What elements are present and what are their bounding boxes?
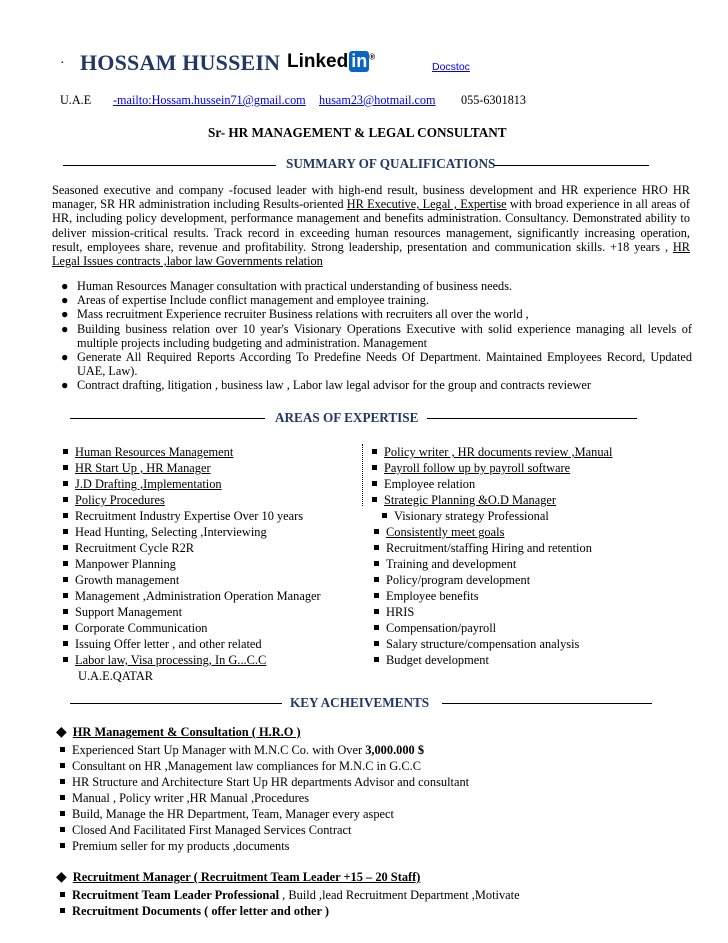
square-bullet-icon [372,497,377,502]
list-item [60,774,469,790]
square-bullet-icon [372,449,377,454]
list-item-text: Employee relation [384,477,476,491]
column-divider [362,444,363,506]
list-item [52,307,692,321]
expertise-heading: AREAS OF EXPERTISE [275,410,419,425]
square-bullet-icon [60,908,65,913]
list-item [372,476,613,492]
list-item-text: Closed And Facilitated First Managed Services Contract [72,823,352,837]
achievements-heading: KEY ACHEIVEMENTS [290,695,430,710]
diamond-bullet-icon: ◆ [56,870,67,885]
square-bullet-icon [60,747,65,752]
summary-highlight: HR Legal Issues contracts ,labor law Governments relation [52,239,690,269]
list-item-text: , Build ,lead Recruitment Department ,Motivate [279,888,520,902]
list-item [52,293,692,307]
achievement-list [60,742,469,854]
square-bullet-icon [63,481,68,486]
square-bullet-icon [60,763,65,768]
list-item [60,742,469,758]
list-item [63,572,321,588]
list-item-text: Consistently meet goals [386,525,505,539]
list-item-text: Manual , Policy writer ,HR Manual ,Procedures [72,791,310,805]
square-bullet-icon [60,795,65,800]
expertise-left-list [63,444,321,684]
square-bullet-icon [60,892,65,897]
list-item [60,903,520,919]
square-bullet-icon [63,657,68,662]
list-item-text: Management ,Administration Operation Manager [75,589,321,603]
linkedin-in-badge: in [351,51,368,71]
bullet-icon: ● [61,307,69,322]
list-item-text: Generate All Required Reports According To Predefine Needs Of Department. Maintained Employees Record, Updated UAE, Law). [77,350,692,379]
divider-line [63,165,276,166]
square-bullet-icon [63,513,68,518]
list-item-text: Recruitment Cycle R2R [75,541,195,555]
list-item [63,620,321,636]
square-bullet-icon [63,609,68,614]
summary-highlight: HR Executive, Legal , Expertise [346,197,507,212]
bullet-icon: ● [61,279,69,293]
list-item-value: 3,000.000 $ [365,743,425,757]
list-item [63,524,321,540]
square-bullet-icon [372,465,377,470]
list-item [63,492,321,508]
linkedin-logo[interactable] [287,51,375,73]
list-item [372,604,613,620]
candidate-name: HOSSAM HUSSEIN [80,50,281,75]
expertise-right-list [372,444,613,668]
list-item-text: Consultant on HR ,Management law compliances for M.N.C in G.C.C [72,759,421,773]
list-item-text: Recruitment/staffing Hiring and retention [386,541,592,555]
square-bullet-icon [63,641,68,646]
list-item [52,350,692,378]
summary-bullet-list [52,279,692,393]
square-bullet-icon [374,577,379,582]
divider-line [427,418,637,419]
square-bullet-icon [374,593,379,598]
square-bullet-icon [63,545,68,550]
divider-line [70,418,265,419]
linkedin-wordmark: Linked [287,51,349,72]
list-item-text: Corporate Communication [75,621,208,635]
list-item-text: Compensation/payroll [386,621,497,635]
list-item-text: Human Resources Manager consultation with practical understanding of business needs. [77,279,513,293]
list-item [372,508,613,524]
list-item-text: Policy Procedures [75,493,165,507]
list-item-text: U.A.E.QATAR [78,669,154,683]
list-item-text: Issuing Offer letter , and other related [75,637,262,651]
list-item [63,556,321,572]
mailto-link[interactable]: -mailto:Hossam.hussein71@gmail.com [113,93,306,107]
square-bullet-icon [374,529,379,534]
list-item [52,322,692,350]
list-item-text: Salary structure/compensation analysis [386,637,580,651]
bullet-icon: ● [61,350,69,365]
list-item-text: HRIS [386,605,415,619]
square-bullet-icon [382,513,387,518]
list-item-text: Labor law, Visa processing, In G...C.C [75,653,267,667]
list-item-text: Payroll follow up by payroll software [384,461,571,475]
divider-line [442,703,652,704]
square-bullet-icon [374,625,379,630]
list-item-text: HR Start Up , HR Manager [75,461,211,475]
list-item-text: Premium seller for my products ,documents [72,839,290,853]
list-item [63,636,321,652]
list-item [372,540,613,556]
list-item [60,806,469,822]
bullet-icon: ● [61,378,69,393]
list-item [63,460,321,476]
summary-text: with broad experience in all areas of HR, including policy development, performance management and benefits administration. Consultancy. Demonstrated ability to deliver mission-critical results. Track record in exceeding human resources management, significantly increasing operation, result, employees share, revenue and profitability. Strong leadership, presentation and communication skills. +18 years , [52,197,690,254]
list-item [372,620,613,636]
list-item-text: Training and development [386,557,517,571]
list-item-text: HR Structure and Architecture Start Up HR departments Advisor and consultant [72,775,470,789]
square-bullet-icon [63,465,68,470]
list-item-text: Policy/program development [386,573,531,587]
square-bullet-icon [60,811,65,816]
list-item [372,588,613,604]
square-bullet-icon [63,561,68,566]
list-item-text: Policy writer , HR documents review ,Manual [384,445,613,459]
contact-location: U.A.E [60,93,92,107]
list-item-text: Visionary strategy Professional [394,509,549,523]
square-bullet-icon [374,657,379,662]
divider-line [494,165,649,166]
list-item-text: Support Management [75,605,183,619]
achievement-group-title [56,724,301,741]
square-bullet-icon [60,843,65,848]
list-item [63,604,321,620]
list-item [372,652,613,668]
list-item-text: J.D Drafting ,Implementation [75,477,222,491]
list-item-text: Strategic Planning &O.D Manager [384,493,557,507]
list-item [372,636,613,652]
list-item-bold-text: Recruitment Team Leader Professional [72,888,280,902]
list-item [372,460,613,476]
list-item [63,508,321,524]
list-item-text: Human Resources Management [75,445,234,459]
list-item-text: Mass recruitment Experience recruiter Business relations with recruiters all over the world , [77,307,529,322]
square-bullet-icon [63,593,68,598]
square-bullet-icon [63,529,68,534]
summary-text: Seasoned executive and company -focused leader with high-end result, business development and HR experience HRO HR manager, SR HR administration including Results-oriented [52,183,690,212]
list-item-continuation [63,668,321,684]
contact-phone: 055-6301813 [461,93,526,107]
divider-line [70,703,282,704]
bullet-icon: ● [61,293,69,308]
square-bullet-icon [374,561,379,566]
list-item [60,838,469,854]
list-item-text: Recruitment Industry Expertise Over 10 years [75,509,304,523]
achievement-group-title [56,869,420,886]
group-title-text: HR Management & Consultation ( H.R.O ) [72,725,301,739]
achievement-list [60,887,520,919]
list-item [60,822,469,838]
square-bullet-icon [63,497,68,502]
square-bullet-icon [63,449,68,454]
docstoc-link[interactable]: Docstoc [432,61,470,73]
list-item-text: Areas of expertise Include conflict management and employee training. [77,293,430,308]
list-item [372,572,613,588]
list-item [63,588,321,604]
list-item [372,492,613,508]
list-item [63,476,321,492]
list-item-bold-text: Recruitment Documents ( offer letter and other ) [72,904,330,918]
square-bullet-icon [63,577,68,582]
square-bullet-icon [60,779,65,784]
square-bullet-icon [374,641,379,646]
list-item-text: Head Hunting, Selecting ,Interviewing [75,525,267,539]
list-item [372,524,613,540]
linkedin-registered-mark: ® [369,52,376,62]
list-item-text: Building business relation over 10 year's Visionary Operations Executive with solid experience managing all levels of multiple projects including budgeting and administration. Management [77,321,692,350]
list-item-text: Manpower Planning [75,557,176,571]
list-item [372,556,613,572]
list-item [63,652,321,668]
square-bullet-icon [374,609,379,614]
header-bullet: · [60,56,65,71]
list-item-text: Contract drafting, litigation , business law , Labor law legal advisor for the group and contracts reviewer [77,378,591,393]
list-item [60,887,520,903]
summary-paragraph [52,183,690,268]
summary-heading: SUMMARY OF QUALIFICATIONS [286,156,496,171]
list-item [372,444,613,460]
list-item [60,758,469,774]
list-item-text: Growth management [75,573,180,587]
list-item [52,378,692,392]
list-item-text: Experienced Start Up Manager with M.N.C Co. with Over [72,743,366,757]
square-bullet-icon [60,827,65,832]
square-bullet-icon [63,625,68,630]
group-title-text: Recruitment Manager ( Recruitment Team Leader +15 – 20 Staff) [72,870,421,884]
square-bullet-icon [372,481,377,486]
list-item-text: Budget development [386,653,489,667]
list-item-text: Employee benefits [386,589,479,603]
list-item [52,279,692,293]
job-title: Sr- HR MANAGEMENT & LEGAL CONSULTANT [208,125,507,140]
diamond-bullet-icon: ◆ [56,725,67,740]
email-link[interactable]: husam23@hotmail.com [319,93,436,107]
list-item-text: Build, Manage the HR Department, Team, Manager every aspect [72,807,394,821]
list-item [63,540,321,556]
square-bullet-icon [374,545,379,550]
bullet-icon: ● [61,321,69,336]
list-item [63,444,321,460]
list-item [60,790,469,806]
